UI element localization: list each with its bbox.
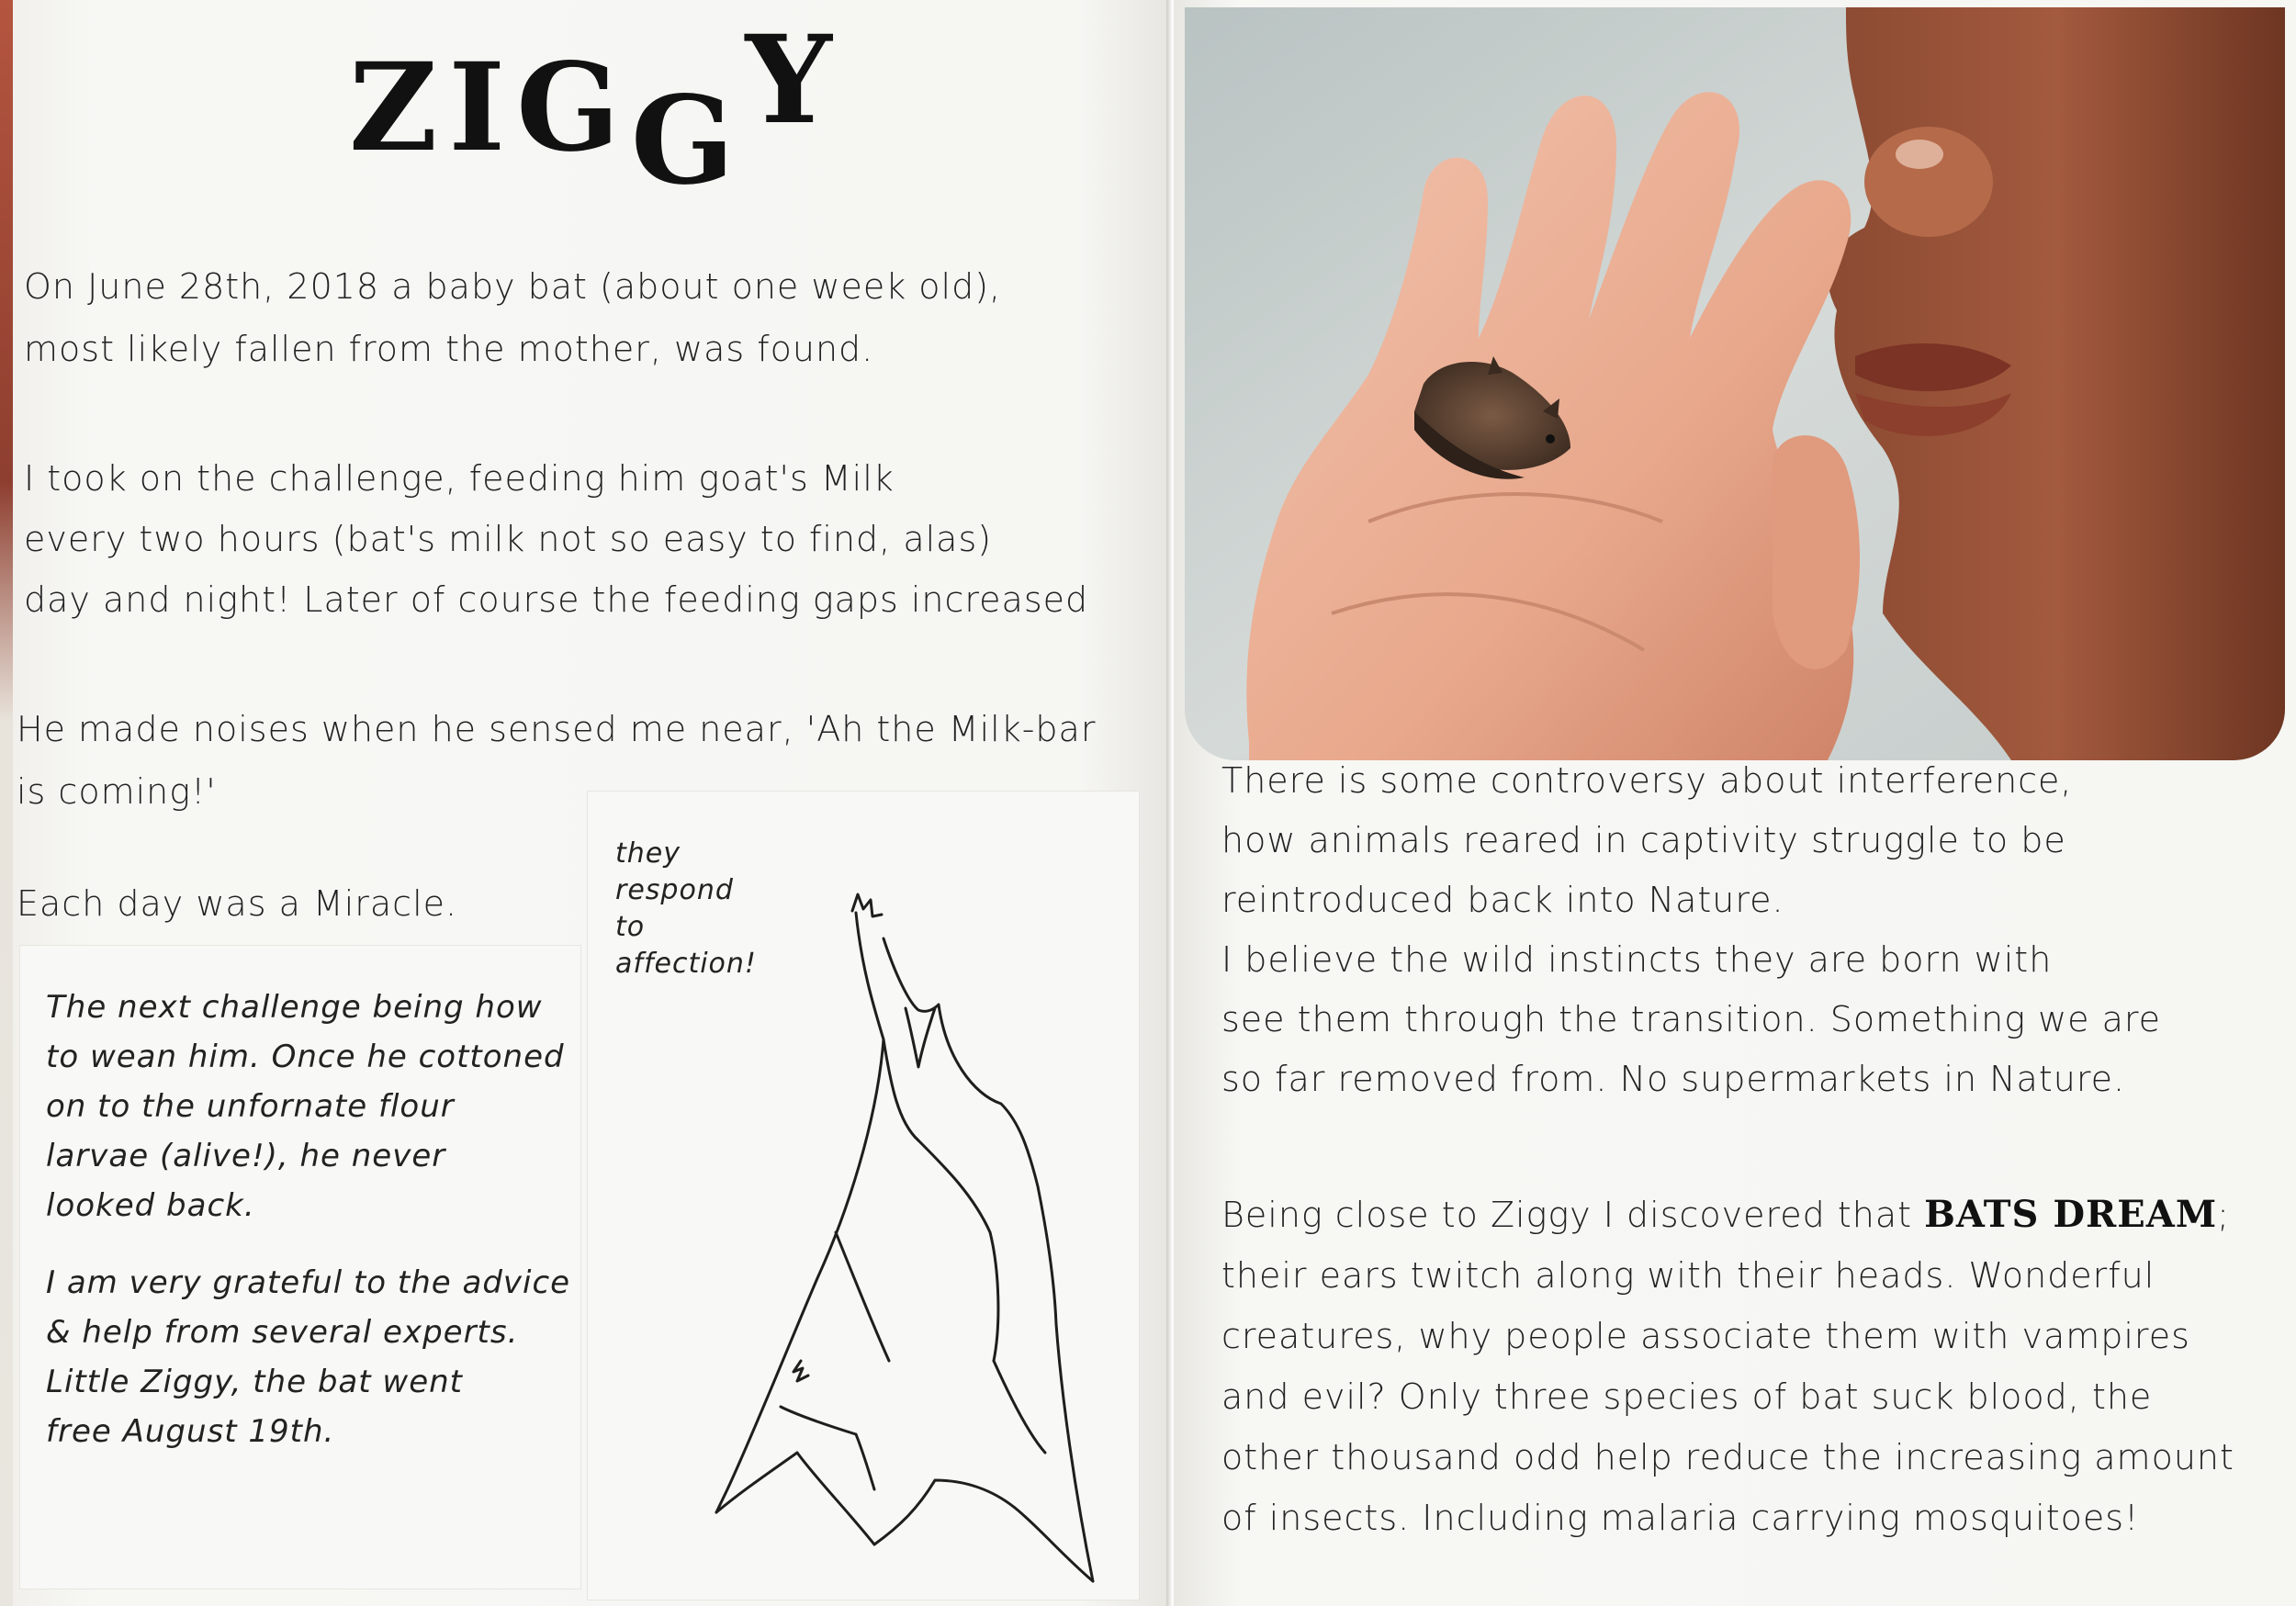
title-letter: G [516,37,631,179]
text-line: how animals reared in captivity struggle to be [1221,820,2066,860]
miracle-line: Each day was a Miracle. [17,883,458,924]
text-line: so far removed from. No supermarkets in Nature. [1221,1059,2126,1099]
gratitude-paragraph [46,1258,570,1456]
text-line: On June 28th, 2018 a baby bat (about one week old), [24,266,1002,307]
title-letter: G [630,70,746,212]
text-span: Being close to Ziggy I discovered that [1221,1195,1925,1235]
text-line: looked back. [46,1187,255,1224]
hanging-bat-sketch-icon [643,847,1157,1600]
bat-in-hand-photo [1185,7,2285,760]
text-line: I believe the wild instincts they are born with [1221,939,2053,980]
text-line: most likely fallen from the mother, was found. [24,329,874,369]
text-line: & help from several experts. [46,1314,519,1351]
page-title [349,9,843,212]
text-line: is coming!' [17,771,217,812]
text-line: I took on the challenge, feeding him goat's Milk [24,458,895,499]
caption-line: affection! [615,948,757,980]
intro-paragraph [24,255,1001,380]
text-line: Little Ziggy, the bat went [46,1364,463,1400]
text-line: of insects. Including malaria carrying mosquitoes! [1221,1498,2140,1538]
caption-line: respond [615,874,734,906]
text-line: their ears twitch along with their heads. Wonderful [1221,1255,2155,1296]
text-line: day and night! Later of course the feeding gaps increased [24,579,1089,620]
text-line: to wean him. Once he cottoned [46,1039,565,1075]
text-line: He made noises when he sensed me near, 'Ah the Milk-bar [17,709,1097,749]
title-letter: Y [745,9,843,152]
page-edge-strip [0,0,13,1606]
text-line: see them through the transition. Something we are [1221,999,2162,1039]
text-line: I am very grateful to the advice [46,1264,571,1301]
text-line: reintroduced back into Nature. [1221,880,1784,920]
weaning-paragraph [46,983,565,1230]
text-line: and evil? Only three species of bat suck blood, the [1221,1376,2153,1417]
interference-paragraph [1221,751,2161,1109]
sketch-card [588,792,1139,1600]
pasted-note-card [20,946,580,1589]
bats-dream-paragraph [1221,1185,2234,1548]
caption-line: to [615,911,646,943]
text-line: The next challenge being how [46,989,543,1026]
text-line: creatures, why people associate them with vampires [1221,1316,2190,1356]
text-line [1221,1185,2234,1245]
text-line: on to the unfornate flour [46,1088,455,1125]
bats-dream-emphasis: BATS DREAM [1924,1193,2218,1236]
text-line: free August 19th. [46,1413,335,1450]
title-letter: I [448,37,517,179]
caption-line: they [615,837,681,870]
text-line: every two hours (bat's milk not so easy to find, alas) [24,519,993,559]
feeding-paragraph [24,448,1088,630]
text-line: There is some controversy about interference, [1221,760,2073,801]
bat-in-hand-icon [1185,7,2285,760]
title-letter: Z [349,37,449,179]
text-line: larvae (alive!), he never [46,1138,446,1174]
text-span: ; [2217,1195,2230,1235]
text-line: other thousand odd help reduce the increasing amount [1221,1437,2234,1477]
